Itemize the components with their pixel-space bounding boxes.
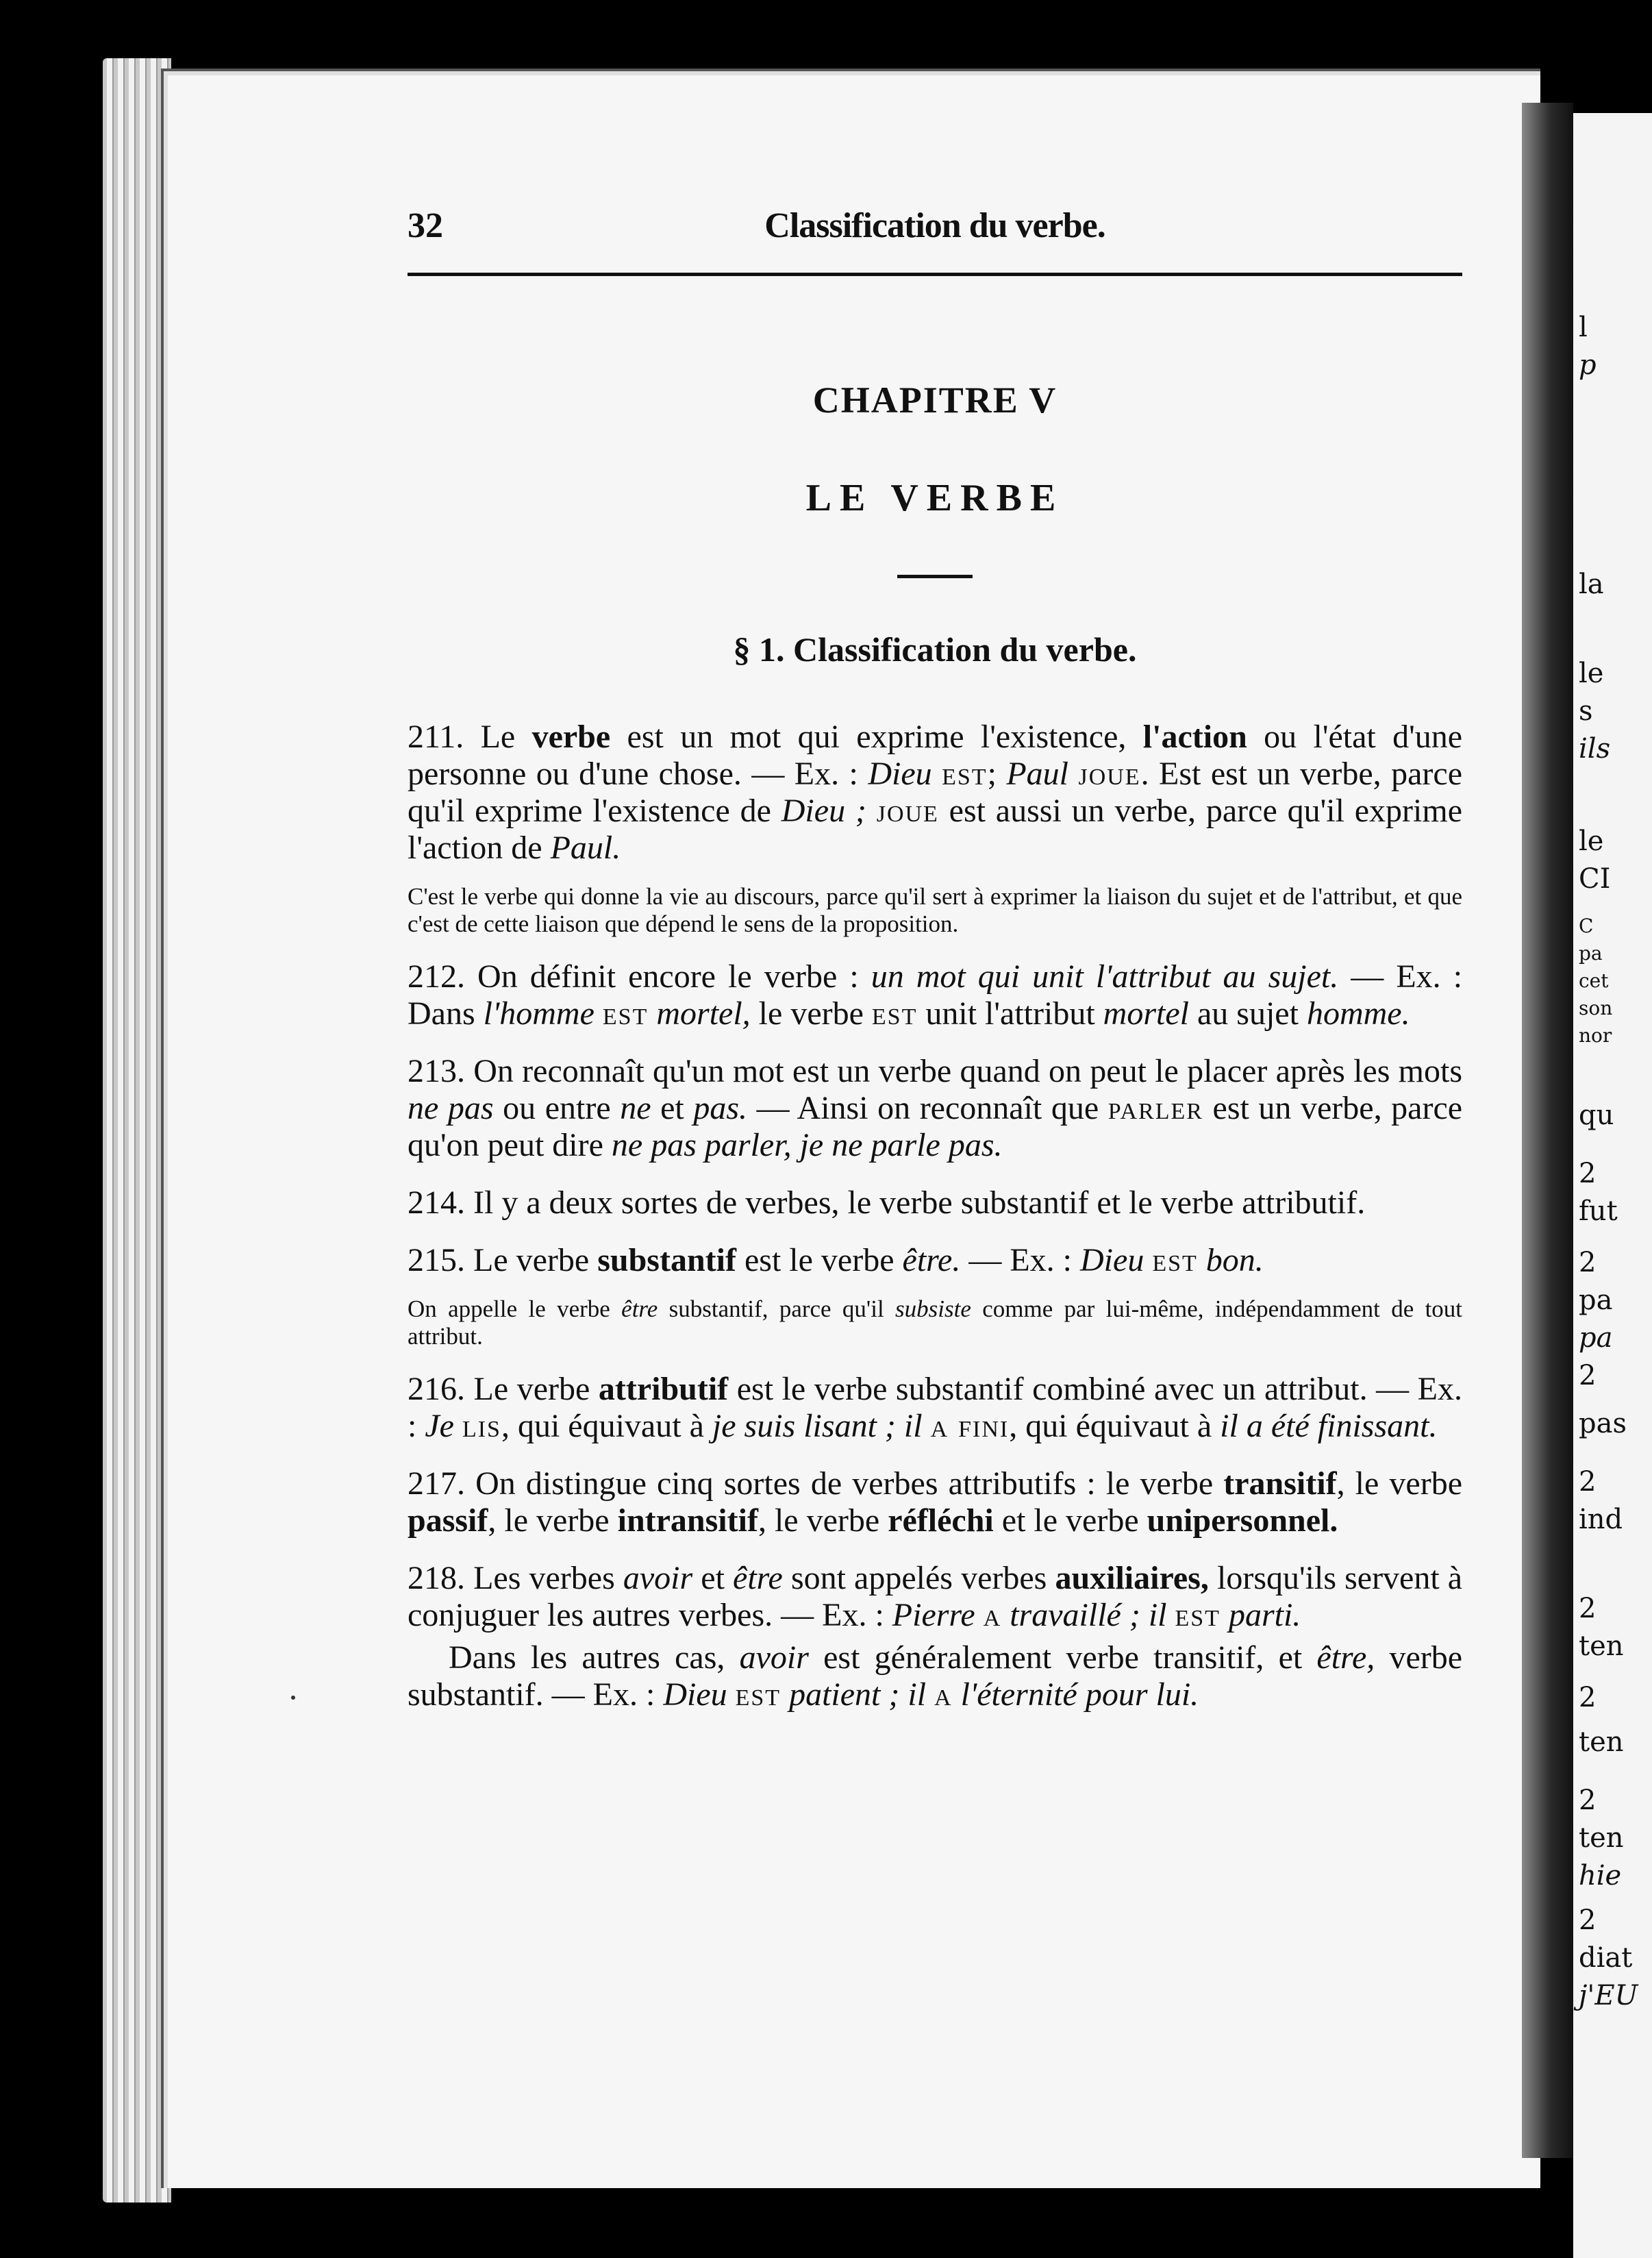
example-italic: avoir [739,1639,809,1676]
example-italic: être [621,1295,658,1322]
term-bold: réfléchi [888,1502,994,1539]
running-head [408,206,1462,260]
facing-text: C [1579,915,1594,937]
example-italic: Paul [1006,756,1069,792]
paragraph-218-continued [408,1639,1462,1713]
text: est le verbe [744,1242,894,1278]
term-bold: verbe [531,719,611,755]
example-italic: bon. [1205,1242,1264,1278]
facing-text: 2 [1579,1593,1597,1624]
facing-text: ten [1579,1630,1624,1662]
example-smallcaps: a [983,1597,1002,1633]
facing-text: 2 [1579,1905,1597,1936]
text: Le verbe [473,1371,590,1407]
example-italic: ne [620,1090,651,1126]
example-italic: l'éternité pour lui. [960,1676,1199,1713]
text: et le verbe [1001,1502,1139,1539]
facing-text: ind [1579,1504,1623,1535]
facing-text: son [1579,997,1613,1019]
paragraph-number: 213. [408,1053,465,1089]
text: On reconnaît qu'un mot est un verbe quand on peut le placer après les mots [473,1053,1463,1089]
facing-text: le [1579,826,1604,857]
example-italic: Pierre [892,1597,975,1633]
facing-text: 2 [1579,1785,1597,1816]
paragraph-216 [408,1371,1462,1445]
example-italic: mortel [1103,995,1189,1032]
book-gutter [1522,103,1573,2158]
running-title: Classification du verbe. [764,206,1105,245]
text: , qui équivaut à [501,1408,704,1444]
paragraph-number: 211. [408,719,464,755]
example-smallcaps: joue [876,793,939,829]
example-italic: parti. [1228,1597,1301,1633]
example-italic: l'homme [483,995,595,1032]
example-smallcaps: parler [1107,1090,1203,1126]
stray-mark [291,1696,295,1700]
paragraph-number: 218. [408,1560,465,1596]
text: verbe substantif. — Ex. : [408,1639,1463,1713]
example-italic: Dieu [868,756,932,792]
text: , qui équivaut à [1009,1408,1212,1444]
facing-text: 2 [1579,1682,1597,1713]
example-italic: travaillé ; il [1010,1597,1167,1633]
text: Le [480,719,516,755]
example-smallcaps: est [1175,1597,1221,1633]
text: On définit encore le verbe : [477,958,859,995]
paragraph-number: 217. [408,1465,465,1502]
note-211: C'est le verbe qui donne la vie au discours, parce qu'il sert à exprimer la liaison du sujet et de l'attribut, et que c'est de cette liaison que dépend le sens de la proposition. [408,883,1462,937]
facing-text: le [1579,658,1604,689]
text: — Ex. : Dans [408,958,1463,1032]
text: ou l'état d'une personne ou d'une chose. — Ex. : [408,719,1463,792]
example-smallcaps: est [602,995,649,1032]
facing-text: 2 [1579,1466,1597,1498]
text: , le verbe [1336,1465,1463,1502]
facing-text: pa [1579,1322,1613,1354]
facing-text: j'EU [1579,1980,1638,2011]
text: On distingue cinq sortes de verbes attributifs : le verbe [475,1465,1214,1502]
example-smallcaps: est [735,1676,781,1713]
facing-text: p [1579,349,1597,381]
example-italic: être [733,1560,783,1596]
text: est un verbe, parce qu'on peut dire [408,1090,1463,1163]
facing-text: diat [1579,1942,1633,1974]
text: comme par lui-même, indépendamment de tout attribut. [408,1295,1463,1350]
paragraph-218 [408,1560,1462,1634]
chapter-title: LE VERBE [805,477,1064,519]
term-bold: intransitif [617,1502,758,1539]
text: , le verbe [758,1502,880,1539]
term-bold: auxiliaires, [1055,1560,1209,1596]
text: Les verbes [473,1560,615,1596]
paragraph-217 [408,1465,1462,1539]
facing-text: la [1579,569,1604,600]
title-rule [897,575,973,578]
facing-text: ten [1579,1822,1624,1854]
facing-text: qu [1579,1100,1614,1131]
text: — Ex. : [968,1242,1073,1278]
note-215 [408,1295,1462,1350]
text: , le verbe [488,1502,610,1539]
facing-text: CI [1579,863,1611,895]
header-rule [408,273,1462,276]
example-smallcaps: joue [1078,756,1141,792]
paragraph-214 [408,1184,1462,1221]
example-italic: ne pas parler, je ne parle pas. [611,1127,1003,1163]
term-bold: substantif [597,1242,736,1278]
facing-text: nor [1579,1024,1612,1047]
example-italic: mortel, [656,995,751,1032]
example-smallcaps: est [871,995,918,1032]
text: est aussi un verbe, parce qu'il exprime l'action de [408,793,1463,866]
text: lorsqu'ils servent à conjuguer les autres verbes. — Ex. : [408,1560,1463,1633]
paragraph-number: 212. [408,958,465,995]
paragraph-215 [408,1242,1462,1279]
term-bold: l'action [1142,719,1247,755]
facing-text: 2 [1579,1158,1597,1189]
text: le verbe [758,995,864,1032]
paragraph-213 [408,1053,1462,1164]
text: unit l'attribut [925,995,1095,1032]
text: sont appelés verbes [790,1560,1047,1596]
example-italic: je suis lisant ; il [712,1408,923,1444]
example-italic: homme. [1306,995,1410,1032]
example-smallcaps: lis [462,1408,501,1444]
text: ou entre [503,1090,611,1126]
text: est un mot qui exprime l'existence, [627,719,1127,755]
text: . Est est un verbe, parce qu'il exprime l'existence de [408,756,1462,829]
example-italic: subsiste [895,1295,971,1322]
facing-text: hie [1579,1860,1622,1891]
term-bold: unipersonnel. [1147,1502,1338,1539]
term-bold: attributif [598,1371,729,1407]
facing-text: pa [1579,1285,1613,1316]
text: et [701,1560,725,1596]
text: est le verbe substantif combiné avec un attribut. — Ex. : [408,1371,1462,1444]
facing-text: fut [1579,1195,1618,1227]
text: ; [987,756,997,792]
example-italic: Dieu [1080,1242,1144,1278]
text: On appelle le verbe [408,1295,610,1322]
example-italic: Je [425,1408,454,1444]
text: est généralement verbe transitif, et [823,1639,1303,1676]
facing-text: 2 [1579,1360,1597,1391]
facing-text: pa [1579,942,1603,965]
example-smallcaps: a [934,1676,953,1713]
text: Dans les autres cas, [449,1639,725,1676]
text: et [660,1090,684,1126]
example-italic: Dieu [663,1676,727,1713]
paragraph-212 [408,958,1462,1032]
paragraph-number: 215. [408,1242,465,1278]
page-number: 32 [408,206,443,245]
text: Le verbe [473,1242,590,1278]
paragraph-number: 216. [408,1371,465,1407]
facing-text: pas [1579,1408,1627,1439]
paragraph-number: 214. [408,1184,465,1221]
facing-page-fragment [1573,113,1652,2258]
term-bold: transitif [1223,1465,1337,1502]
chapter-heading: CHAPITRE V [812,380,1057,421]
example-italic: avoir [623,1560,693,1596]
facing-text: ten [1579,1726,1624,1758]
example-italic: patient ; il [789,1676,927,1713]
text: Il y a deux sortes de verbes, le verbe substantif et le verbe attributif. [473,1184,1366,1221]
example-italic: ne pas [408,1090,494,1126]
text: au sujet [1197,995,1299,1032]
example-smallcaps: est [942,756,988,792]
example-italic: Paul. [550,830,621,866]
example-italic: il a été finissant. [1220,1408,1438,1444]
example-italic: être, [1316,1639,1375,1676]
example-smallcaps: est [1152,1242,1198,1278]
facing-text: 2 [1579,1247,1597,1278]
term-bold: passif [408,1502,488,1539]
text: — Ainsi on reconnaît que [756,1090,1099,1126]
paragraph-211 [408,719,1462,867]
example-smallcaps: a fini [930,1408,1010,1444]
page-content [408,206,1462,1713]
facing-text: cet [1579,969,1609,992]
section-heading: § 1. Classification du verbe. [733,630,1137,669]
facing-text: ils [1579,733,1611,765]
text: substantif, parce qu'il [668,1295,884,1322]
facing-text: s [1579,695,1593,727]
example-italic: pas. [693,1090,748,1126]
definition-italic: un mot qui unit l'attribut au sujet. [871,958,1339,995]
example-italic: Dieu ; [781,793,866,829]
facing-text: l [1579,312,1588,343]
example-italic: être. [902,1242,961,1278]
